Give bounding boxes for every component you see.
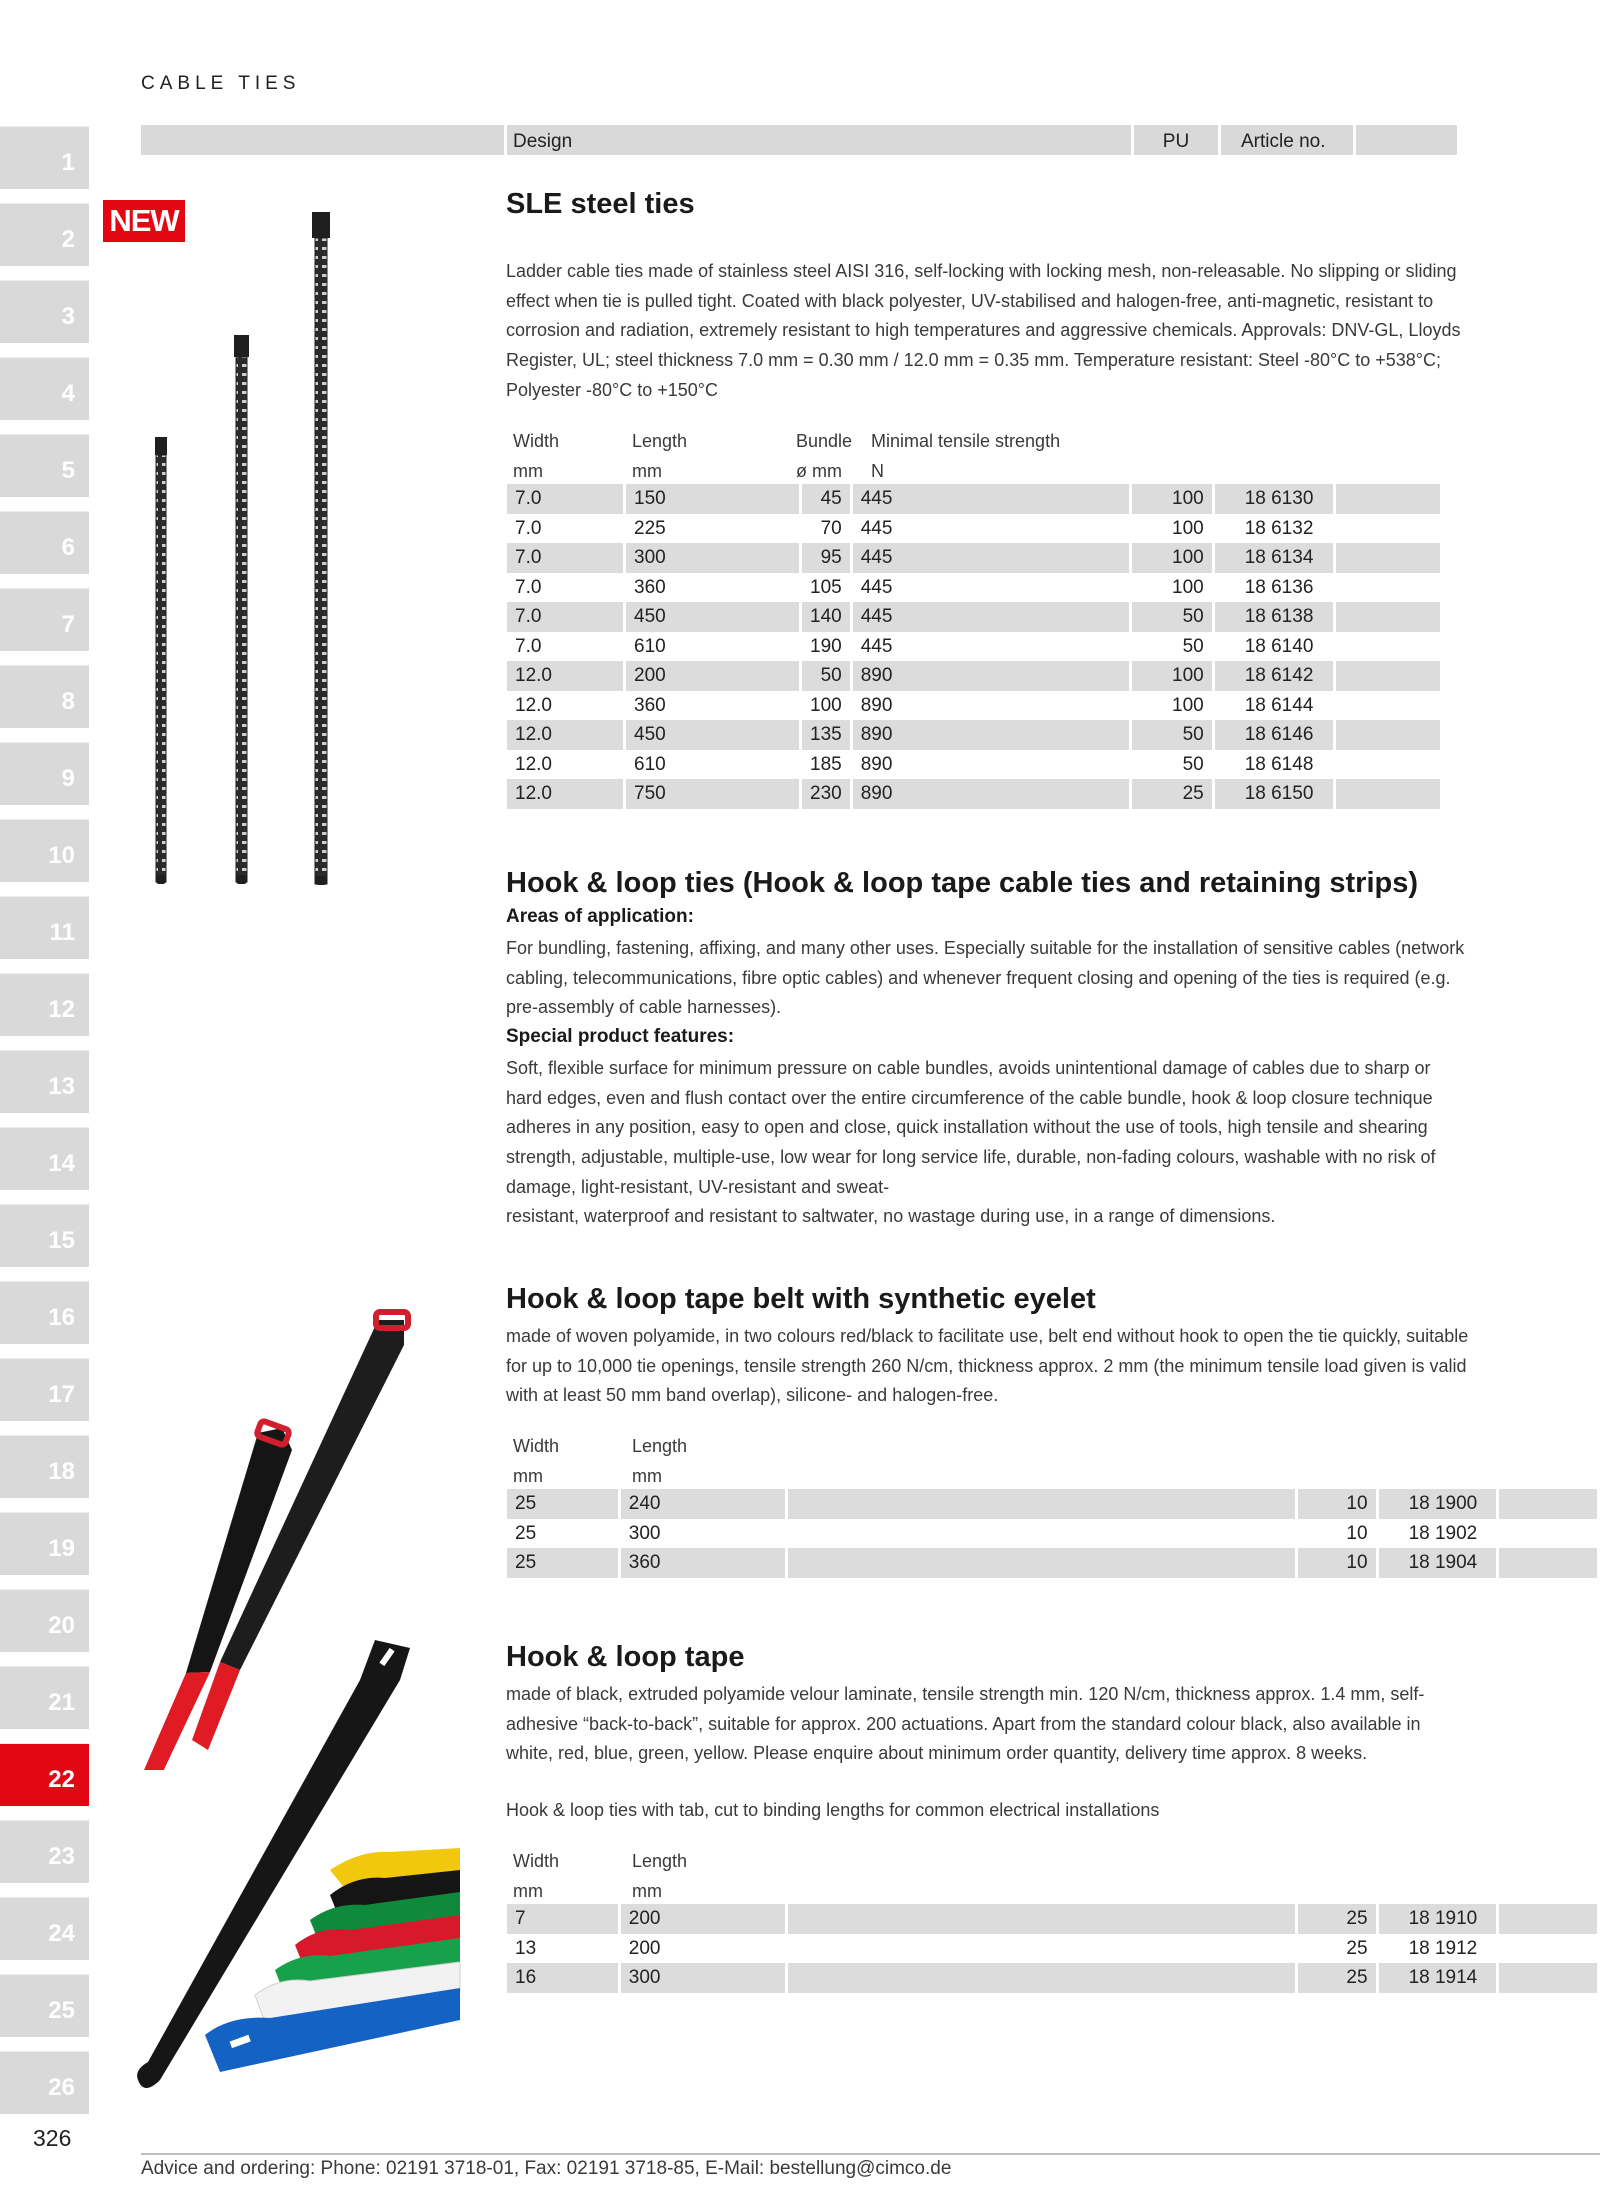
table-cell — [788, 1519, 1295, 1549]
features-text-end: resistant, waterproof and resistant to saltwater, no wastage during use, in a range of dimensions. — [506, 1206, 1276, 1226]
table-cell — [1499, 1934, 1597, 1964]
table-cell — [788, 1963, 1295, 1993]
table-cell: 18 6136 — [1244, 576, 1314, 598]
table-row — [507, 484, 1440, 514]
table-cell: 300 — [626, 543, 799, 573]
table-cell — [1336, 514, 1440, 544]
chapter-tab-26[interactable] — [0, 2051, 89, 2114]
table-cell: 10 — [1298, 1489, 1375, 1519]
table-cell: 890 — [853, 720, 1129, 750]
table-cell: 7.0 — [515, 635, 542, 657]
chapter-tab-label: 9 — [61, 765, 75, 792]
chapter-tab-24[interactable] — [0, 1897, 89, 1960]
belt-unit-width: mm — [513, 1466, 543, 1486]
chapter-tab-14[interactable] — [0, 1127, 89, 1190]
table-cell: 445 — [860, 635, 893, 657]
table-cell: 750 — [626, 779, 799, 809]
chapter-tab-8[interactable] — [0, 665, 89, 728]
table-cell: 12.0 — [515, 753, 552, 775]
table-cell: 445 — [860, 576, 893, 598]
areas-text: For bundling, fastening, affixing, and many other uses. Especially suitable for the installation of sensitive cables (network cabling, telecommunications, fibre optic cables) and whenever frequent closing and opening of the ties is required (e.g. pre-assembly of cable harnesses). — [506, 938, 1465, 1018]
table-row — [507, 691, 1440, 721]
table-row — [507, 1519, 1597, 1549]
table-cell: 890 — [853, 779, 1129, 809]
tape-unit-length: mm — [632, 1881, 662, 1901]
chapter-tab-21[interactable] — [0, 1666, 89, 1729]
table-cell: 450 — [626, 720, 799, 750]
sle-head-bundle: Bundle — [796, 431, 853, 451]
table-cell: 50 — [1182, 635, 1204, 657]
chapter-tab-6[interactable] — [0, 511, 89, 574]
sle-unit-length: mm — [632, 461, 662, 481]
chapter-tab-label: 19 — [48, 1535, 75, 1562]
table-cell: 18 6134 — [1215, 543, 1333, 573]
belt-description: made of woven polyamide, in two colours red/black to facilitate use, belt end without hook to open the tie quickly, suitable for up to 10,000 tie openings, tensile strength 260 N/cm, thickness approx. 2 mm (the minimum tensile load given is valid with at least 50 mm band overlap), silicone- and halogen-free. — [506, 1326, 1469, 1406]
table-cell: 100 — [1172, 576, 1204, 598]
tape-image — [130, 1640, 470, 2120]
table-cell: 18 6140 — [1244, 635, 1314, 657]
table-cell — [1336, 573, 1440, 603]
table-cell: 7 — [507, 1904, 618, 1934]
table-cell: 240 — [621, 1489, 786, 1519]
sle-head-tensile: Minimal tensile strength — [871, 431, 1061, 451]
table-cell — [1499, 1519, 1597, 1549]
table-cell: 13 — [515, 1937, 537, 1959]
chapter-tab-label: 24 — [48, 1920, 75, 1947]
table-cell: 7.0 — [515, 576, 542, 598]
new-badge: NEW — [103, 200, 185, 242]
table-cell: 140 — [802, 602, 850, 632]
tape-head-length: Length — [632, 1851, 688, 1871]
table-cell: 25 — [507, 1489, 618, 1519]
table-cell: 105 — [810, 576, 842, 598]
chapter-tab-22[interactable] — [0, 1743, 89, 1806]
column-bar-left — [141, 125, 504, 155]
chapter-tab-4[interactable] — [0, 357, 89, 420]
table-cell: 18 6142 — [1215, 661, 1333, 691]
table-cell — [1499, 1963, 1597, 1993]
table-cell: 445 — [853, 602, 1129, 632]
table-cell: 7.0 — [507, 602, 623, 632]
chapter-tab-15[interactable] — [0, 1204, 89, 1267]
table-cell: 12.0 — [507, 720, 623, 750]
table-row — [507, 543, 1440, 573]
table-cell: 25 — [515, 1522, 537, 1544]
sle-unit-bundle: ø mm — [796, 461, 842, 481]
column-article: Article no. — [1241, 131, 1326, 152]
table-cell: 200 — [626, 661, 799, 691]
table-cell — [1499, 1548, 1597, 1578]
table-cell: 360 — [621, 1548, 786, 1578]
table-cell: 7.0 — [507, 543, 623, 573]
steel-tie-long — [312, 212, 330, 885]
chapter-tab-label: 10 — [48, 842, 75, 869]
table-cell: 25 — [1132, 779, 1212, 809]
table-cell: 100 — [1132, 543, 1212, 573]
chapter-tab-label: 26 — [48, 2074, 75, 2101]
sle-head-width: Width — [513, 431, 560, 451]
chapter-tab-label: 1 — [61, 149, 75, 176]
table-cell: 890 — [853, 661, 1129, 691]
table-cell: 12.0 — [507, 661, 623, 691]
table-cell: 25 — [1298, 1963, 1375, 1993]
table-cell: 18 1914 — [1379, 1963, 1496, 1993]
areas-label: Areas of application: — [506, 906, 694, 927]
column-bar-mid — [806, 125, 1131, 155]
chapter-tab-label: 20 — [48, 1612, 75, 1639]
chapter-tab-label: 12 — [48, 996, 75, 1023]
table-row — [507, 632, 1440, 662]
table-cell: 100 — [810, 694, 842, 716]
table-cell: 18 6132 — [1244, 517, 1314, 539]
chapter-tab-2[interactable] — [0, 203, 89, 266]
table-cell: 450 — [626, 602, 799, 632]
table-cell: 50 — [802, 661, 850, 691]
chapter-tab-label: 7 — [61, 611, 75, 638]
table-row — [507, 1548, 1597, 1578]
chapter-tab-23[interactable] — [0, 1820, 89, 1883]
chapter-tab-16[interactable] — [0, 1281, 89, 1344]
table-row — [507, 750, 1440, 780]
chapter-tab-20[interactable] — [0, 1589, 89, 1652]
table-cell — [788, 1548, 1295, 1578]
table-cell: 18 6146 — [1215, 720, 1333, 750]
table-row — [507, 1904, 1597, 1934]
table-cell — [788, 1489, 1295, 1519]
table-cell: 445 — [853, 484, 1129, 514]
table-cell: 25 — [507, 1548, 618, 1578]
sle-description: Ladder cable ties made of stainless steel AISI 316, self-locking with locking mesh, non-releasable. No slipping or sliding effect when tie is pulled tight. Coated with black polyester, UV-stabilised and halogen-free, anti-magnetic, resistant to corrosion and radiation, extremely resistant to high temperatures and aggressive chemicals. Approvals: DNV-GL, Lloyds Register, UL; steel thickness 7.0 mm = 0.30 mm / 12.0 mm = 0.35 mm. Temperature resistant: Steel -80°C to +538°C; Polyester -80°C to +150°C — [506, 261, 1461, 400]
table-cell — [1336, 543, 1440, 573]
table-cell — [1499, 1489, 1597, 1519]
table-cell: 18 6144 — [1244, 694, 1314, 716]
table-cell: 18 6138 — [1215, 602, 1333, 632]
column-pu: PU — [1162, 131, 1190, 152]
chapter-tab-19[interactable] — [0, 1512, 89, 1575]
tape-unit-width: mm — [513, 1881, 543, 1901]
table-cell — [1336, 750, 1440, 780]
hookloop-title: Hook & loop ties (Hook & loop tape cable ties and retaining strips) — [506, 867, 1418, 899]
belt-title: Hook & loop tape belt with synthetic eyelet — [506, 1283, 1096, 1315]
table-cell: 50 — [1182, 753, 1204, 775]
table-cell: 18 1900 — [1379, 1489, 1496, 1519]
chapter-tab-13[interactable] — [0, 1050, 89, 1113]
tape-description: made of black, extruded polyamide velour laminate, tensile strength min. 120 N/cm, thickness approx. 1.4 mm, self-adhesive “back-to-back”, suitable for approx. 200 actuations. Apart from the standard colour black, also available in white, red, blue, green, yellow. Please enquire about minimum order quantity, delivery time approx. 8 weeks. — [506, 1684, 1425, 1764]
table-cell: 185 — [810, 753, 842, 775]
table-cell: 100 — [1132, 484, 1212, 514]
table-row — [507, 1963, 1597, 1993]
steel-tie-medium — [234, 335, 249, 884]
table-cell: 360 — [634, 694, 666, 716]
table-cell: 300 — [621, 1963, 786, 1993]
belt-unit-length: mm — [632, 1466, 662, 1486]
table-cell: 12.0 — [515, 694, 552, 716]
table-cell: 50 — [1132, 602, 1212, 632]
table-row — [507, 514, 1440, 544]
table-row — [507, 573, 1440, 603]
sle-unit-width: mm — [513, 461, 543, 481]
table-cell: 18 6148 — [1244, 753, 1314, 775]
footer-contact: Advice and ordering: Phone: 02191 3718-01, Fax: 02191 3718-85, E-Mail: bestellung@cimco.de — [141, 2158, 952, 2179]
table-row — [507, 602, 1440, 632]
table-cell: 18 1912 — [1408, 1937, 1478, 1959]
chapter-tab-17[interactable] — [0, 1358, 89, 1421]
steel-ties-image — [140, 200, 360, 950]
chapter-tab-label: 6 — [61, 534, 75, 561]
chapter-tab-label: 3 — [61, 303, 75, 330]
table-cell: 610 — [634, 635, 666, 657]
table-cell: 50 — [1132, 720, 1212, 750]
table-cell: 100 — [1172, 694, 1204, 716]
footer-divider — [141, 2153, 1600, 2155]
table-cell — [1336, 602, 1440, 632]
table-row — [507, 1489, 1597, 1519]
chapter-tab-label: 21 — [48, 1689, 75, 1716]
chapter-tab-5[interactable] — [0, 434, 89, 497]
chapter-tab-label: 4 — [61, 380, 75, 407]
table-cell — [1336, 484, 1440, 514]
table-cell — [1336, 779, 1440, 809]
table-cell: 18 6130 — [1215, 484, 1333, 514]
chapter-tabs — [0, 126, 89, 2128]
table-cell — [1336, 720, 1440, 750]
table-cell — [1336, 691, 1440, 721]
column-bar-pu — [1134, 125, 1218, 155]
chapter-tab-label: 11 — [49, 919, 75, 946]
table-cell: 445 — [853, 543, 1129, 573]
chapter-tab-label: 2 — [61, 226, 75, 253]
chapter-tab-11[interactable] — [0, 896, 89, 959]
chapter-tab-label: 13 — [48, 1073, 75, 1100]
table-cell: 100 — [1172, 517, 1204, 539]
table-cell: 200 — [621, 1904, 786, 1934]
table-cell — [1336, 632, 1440, 662]
table-cell: 890 — [860, 694, 893, 716]
table-cell: 200 — [628, 1937, 661, 1959]
belt-head-width: Width — [513, 1436, 560, 1456]
table-cell: 25 — [1298, 1904, 1375, 1934]
chapter-tab-label: 16 — [48, 1304, 75, 1331]
sle-head-length: Length — [632, 431, 688, 451]
column-bar-design — [507, 125, 806, 155]
table-cell: 16 — [507, 1963, 618, 1993]
table-cell: 610 — [634, 753, 666, 775]
sle-table — [504, 484, 1443, 809]
chapter-tab-7[interactable] — [0, 588, 89, 651]
table-cell: 890 — [860, 753, 893, 775]
chapter-tab-1[interactable] — [0, 126, 89, 189]
chapter-tab-label: 14 — [48, 1150, 75, 1177]
table-cell: 18 6150 — [1215, 779, 1333, 809]
column-design: Design — [513, 131, 573, 152]
table-cell: 18 1904 — [1379, 1548, 1496, 1578]
column-bar-end — [1356, 125, 1457, 155]
table-cell: 360 — [634, 576, 666, 598]
chapter-tab-25[interactable] — [0, 1974, 89, 2037]
features-label: Special product features: — [506, 1026, 735, 1047]
page-number: 326 — [33, 2125, 72, 2151]
tape-note: Hook & loop ties with tab, cut to binding lengths for common electrical installations — [506, 1800, 1160, 1820]
table-cell: 445 — [860, 517, 893, 539]
table-cell: 100 — [1132, 661, 1212, 691]
tape-title: Hook & loop tape — [506, 1641, 745, 1673]
table-cell — [788, 1934, 1295, 1964]
table-cell: 10 — [1346, 1522, 1368, 1544]
table-cell: 230 — [802, 779, 850, 809]
chapter-tab-18[interactable] — [0, 1435, 89, 1498]
features-text: Soft, flexible surface for minimum pressure on cable bundles, avoids unintentional damage of cables due to sharp or hard edges, even and flush contact over the entire circumference of the cable bundle, hook & loop closure technique adheres in any position, easy to open and close, quick installation without the use of tools, high tensile and shearing strength, adjustable, multiple-use, low wear for long service life, durable, non-fading colours, washable with no risk of damage, light-resistant, UV-resistant and sweat- — [506, 1058, 1436, 1197]
table-row — [507, 661, 1440, 691]
chapter-tab-label: 15 — [48, 1227, 75, 1254]
chapter-tab-label: 22 — [48, 1766, 75, 1793]
table-cell: 45 — [802, 484, 850, 514]
tape-table — [504, 1904, 1600, 1993]
chapter-tab-9[interactable] — [0, 742, 89, 805]
table-cell: 10 — [1298, 1548, 1375, 1578]
table-cell: 25 — [1346, 1937, 1368, 1959]
table-cell: 150 — [626, 484, 799, 514]
column-bar-article — [1221, 125, 1353, 155]
table-row — [507, 1934, 1597, 1964]
chapter-tab-label: 17 — [48, 1381, 75, 1408]
chapter-tab-label: 5 — [61, 457, 75, 484]
chapter-tab-12[interactable] — [0, 973, 89, 1036]
table-cell: 12.0 — [507, 779, 623, 809]
sle-unit-tensile: N — [871, 461, 884, 481]
chapter-tab-label: 25 — [48, 1997, 75, 2024]
steel-tie-short — [155, 437, 167, 884]
table-cell: 190 — [810, 635, 842, 657]
table-cell: 70 — [820, 517, 842, 539]
chapter-tab-label: 23 — [48, 1843, 75, 1870]
chapter-tab-label: 8 — [61, 688, 75, 715]
section-header: CABLE TIES — [141, 73, 301, 94]
belt-table — [504, 1489, 1600, 1578]
table-cell — [1499, 1904, 1597, 1934]
table-cell: 225 — [634, 517, 666, 539]
table-cell: 18 1910 — [1379, 1904, 1496, 1934]
table-cell: 7.0 — [507, 484, 623, 514]
table-cell: 135 — [802, 720, 850, 750]
table-cell — [1336, 661, 1440, 691]
table-cell: 7.0 — [515, 517, 542, 539]
chapter-tab-3[interactable] — [0, 280, 89, 343]
sle-title: SLE steel ties — [506, 188, 695, 220]
tape-head-width: Width — [513, 1851, 560, 1871]
chapter-tab-label: 18 — [48, 1458, 75, 1485]
chapter-tab-10[interactable] — [0, 819, 89, 882]
table-row — [507, 720, 1440, 750]
table-cell: 300 — [628, 1522, 661, 1544]
table-cell — [788, 1904, 1295, 1934]
table-cell: 95 — [802, 543, 850, 573]
table-cell: 18 1902 — [1408, 1522, 1478, 1544]
table-row — [507, 779, 1440, 809]
belt-head-length: Length — [632, 1436, 688, 1456]
